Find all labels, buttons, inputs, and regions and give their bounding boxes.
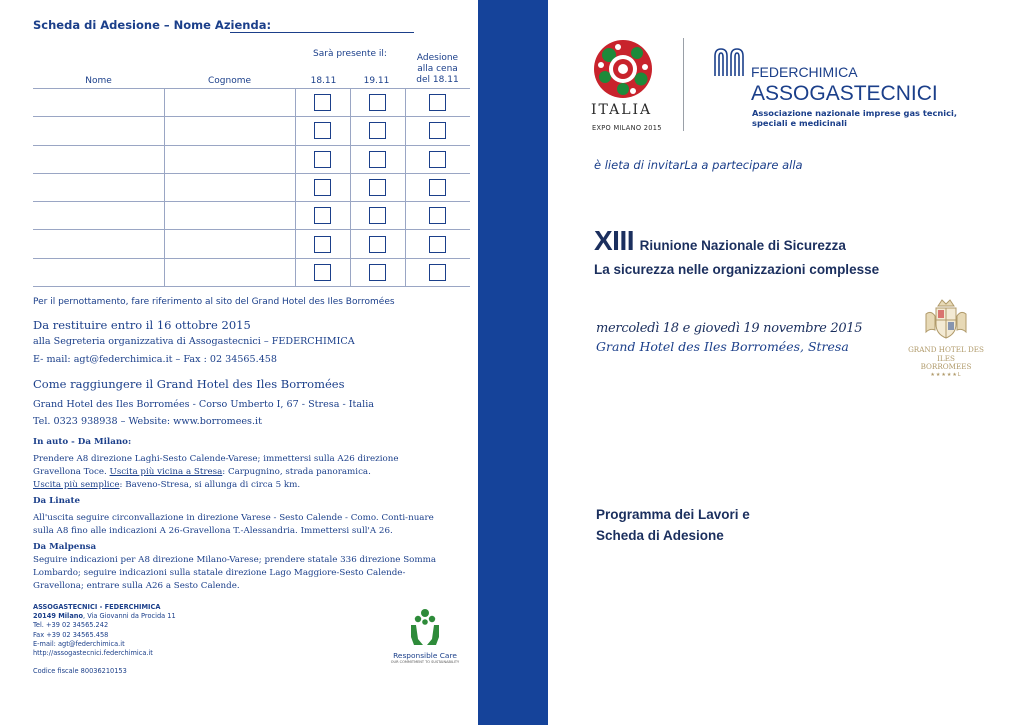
header-cognome: Cognome <box>207 76 252 86</box>
federchimica-name: FEDERCHIMICA <box>751 64 858 80</box>
responsible-care-tagline: OUR COMMITMENT TO SUSTAINABILITY <box>390 660 460 664</box>
nome-cell[interactable] <box>33 173 164 201</box>
contact-street: , Via Giovanni da Procida 11 <box>83 612 176 621</box>
cena-checkbox[interactable] <box>405 202 470 230</box>
header-cena: Adesione alla cena del 18.11 <box>416 53 459 85</box>
hotel-address: Grand Hotel des Iles Borromées - Corso Umberto I, 67 - Stresa - Italia <box>33 399 374 410</box>
event-venue: Grand Hotel des Iles Borromées, Stresa <box>596 339 849 354</box>
header-presence <box>295 47 405 89</box>
logo-divider <box>683 38 684 131</box>
cena-checkbox[interactable] <box>405 173 470 201</box>
event-subtitle: La sicurezza nelle organizzazioni complesse <box>594 262 880 277</box>
contact-web[interactable]: http://assogastecnici.federchimica.it <box>33 649 153 658</box>
day1-checkbox[interactable] <box>295 258 350 286</box>
cognome-cell[interactable] <box>164 117 295 145</box>
table-row <box>33 173 470 201</box>
malpensa-heading: Da Malpensa <box>33 542 97 552</box>
federchimica-icon <box>712 46 746 78</box>
assogastecnici-name: ASSOGASTECNICI <box>751 82 938 105</box>
segreteria-line: alla Segreteria organizzativa di Assogastecnici – FEDERCHIMICA <box>33 336 355 347</box>
linate-heading: Da Linate <box>33 496 81 506</box>
checkbox[interactable] <box>369 122 386 139</box>
checkbox[interactable] <box>314 179 331 196</box>
auto-heading: In auto - Da Milano: <box>33 437 132 447</box>
hotel-stars: ★★★★★L <box>930 371 962 378</box>
responsible-care-logo <box>388 607 462 664</box>
table-row <box>33 117 470 145</box>
cognome-cell[interactable] <box>164 258 295 286</box>
event-title-rest: Riunione Nazionale di Sicurezza <box>639 238 846 253</box>
contact-city: 20149 Milano <box>33 612 83 621</box>
form-title: Scheda di Adesione – Nome Azienda: <box>33 18 272 32</box>
contact-org: ASSOGASTECNICI - FEDERCHIMICA <box>33 603 161 611</box>
linate-directions: All'uscita seguire circonvallazione in direzione Varese - Sesto Calende - Como. Conti-nuare sulla A8 fino alle indicazioni A 26-Gravellona T.-Alessandria. Immettersi sull'A 26. <box>33 513 434 536</box>
invitation-intro: è lieta di invitarLa a partecipare alla <box>594 158 803 172</box>
restituire-deadline: Da restituire entro il 16 ottobre 2015 <box>33 318 251 332</box>
nome-cell[interactable] <box>33 117 164 145</box>
header-sara-presente: Sarà presente il: <box>313 49 387 59</box>
pernottamento-note: Per il pernottamento, fare riferimento al sito del Grand Hotel des Iles Borromées <box>33 297 395 307</box>
hotel-logo-name: GRAND HOTEL DES ILES BORROMEES <box>908 345 984 371</box>
checkbox[interactable] <box>369 207 386 224</box>
checkbox[interactable] <box>429 207 446 224</box>
day2-checkbox[interactable] <box>350 173 405 201</box>
hotel-tel-web: Tel. 0323 938938 – Website: www.borromees.it <box>33 416 262 427</box>
table-row <box>33 145 470 173</box>
day2-checkbox[interactable] <box>350 117 405 145</box>
edition-number: XIII <box>594 225 635 256</box>
contact-tel: Tel. +39 02 34565.242 <box>33 621 109 630</box>
day1-checkbox[interactable] <box>295 230 350 258</box>
header-nome: Nome <box>85 76 112 86</box>
assogastecnici-subtitle: Associazione nazionale imprese gas tecnici, speciali e medicinali <box>752 108 958 128</box>
responsible-care-label: Responsible Care <box>393 651 457 660</box>
checkbox[interactable] <box>369 179 386 196</box>
contact-email[interactable]: E-mail: agt@federchimica.it <box>33 639 125 648</box>
day1-checkbox[interactable] <box>295 173 350 201</box>
checkbox[interactable] <box>314 122 331 139</box>
cognome-cell[interactable] <box>164 173 295 201</box>
cognome-cell[interactable] <box>164 202 295 230</box>
expo-subtitle: EXPO MILANO 2015 <box>592 124 662 132</box>
cognome-cell[interactable] <box>164 145 295 173</box>
registration-page <box>0 0 478 725</box>
cena-checkbox[interactable] <box>405 89 470 117</box>
checkbox[interactable] <box>429 179 446 196</box>
expo-flower-icon <box>588 36 658 102</box>
event-title <box>594 225 846 257</box>
nome-cell[interactable] <box>33 258 164 286</box>
checkbox[interactable] <box>369 151 386 168</box>
day2-checkbox[interactable] <box>350 258 405 286</box>
table-row <box>33 258 470 286</box>
auto-directions: Prendere A8 direzione Laghi-Sesto Calende-Varese; immettersi sulla A26 direzione Gravellona Toce. Uscita più vicina a Stresa: Carpugnino, strada panoramica. Uscita più semplice: Baveno-Stresa, si allunga di circa 5 km. <box>33 454 399 490</box>
checkbox[interactable] <box>429 94 446 111</box>
day1-checkbox[interactable] <box>295 89 350 117</box>
cognome-cell[interactable] <box>164 230 295 258</box>
contact-block <box>33 603 176 658</box>
checkbox[interactable] <box>314 236 331 253</box>
expo-title: ITALIA <box>591 102 653 118</box>
nome-cell[interactable] <box>33 89 164 117</box>
day2-checkbox[interactable] <box>350 230 405 258</box>
directions-heading: Come raggiungere il Grand Hotel des Iles Borromées <box>33 377 345 391</box>
nome-cell[interactable] <box>33 202 164 230</box>
day1-checkbox[interactable] <box>295 145 350 173</box>
table-row <box>33 89 470 117</box>
checkbox[interactable] <box>314 264 331 281</box>
day2-checkbox[interactable] <box>350 145 405 173</box>
company-name-field[interactable] <box>230 32 414 33</box>
checkbox[interactable] <box>369 236 386 253</box>
table-header-row <box>33 47 470 89</box>
table-row <box>33 230 470 258</box>
checkbox[interactable] <box>314 94 331 111</box>
cena-checkbox[interactable] <box>405 145 470 173</box>
cena-checkbox[interactable] <box>405 258 470 286</box>
registration-table <box>33 47 470 287</box>
checkbox[interactable] <box>429 151 446 168</box>
header-day2: 19.11 <box>363 76 390 86</box>
contact-line: E- mail: agt@federchimica.it – Fax : 02 34565.458 <box>33 354 278 365</box>
programma-title: Programma dei Lavori e Scheda di Adesione <box>596 507 750 543</box>
checkbox[interactable] <box>314 207 331 224</box>
hotel-crest-icon <box>922 298 970 342</box>
day2-checkbox[interactable] <box>350 202 405 230</box>
contact-fax: Fax +39 02 34565.458 <box>33 630 109 639</box>
header-day1: 18.11 <box>310 76 337 86</box>
checkbox[interactable] <box>429 236 446 253</box>
cena-checkbox[interactable] <box>405 230 470 258</box>
nome-cell[interactable] <box>33 230 164 258</box>
cognome-cell[interactable] <box>164 89 295 117</box>
responsible-care-icon <box>408 607 442 647</box>
checkbox[interactable] <box>314 151 331 168</box>
checkbox[interactable] <box>369 94 386 111</box>
checkbox[interactable] <box>429 122 446 139</box>
day1-checkbox[interactable] <box>295 117 350 145</box>
day1-checkbox[interactable] <box>295 202 350 230</box>
table-row <box>33 202 470 230</box>
fold-stripe <box>478 0 548 725</box>
cena-checkbox[interactable] <box>405 117 470 145</box>
malpensa-directions: Seguire indicazioni per A8 direzione Milano-Varese; prendere statale 336 direzione Somma Lombardo; seguire indicazioni sulla statale direzione Lago Maggiore-Sesto Calende- Gravellona; entrare sulla A26 a Sesto Calende. <box>33 555 437 591</box>
nome-cell[interactable] <box>33 145 164 173</box>
codice-fiscale: Codice fiscale 80036210153 <box>33 667 127 675</box>
day2-checkbox[interactable] <box>350 89 405 117</box>
checkbox[interactable] <box>429 264 446 281</box>
event-date: mercoledì 18 e giovedì 19 novembre 2015 <box>596 321 863 336</box>
checkbox[interactable] <box>369 264 386 281</box>
hotel-logo <box>903 298 989 378</box>
